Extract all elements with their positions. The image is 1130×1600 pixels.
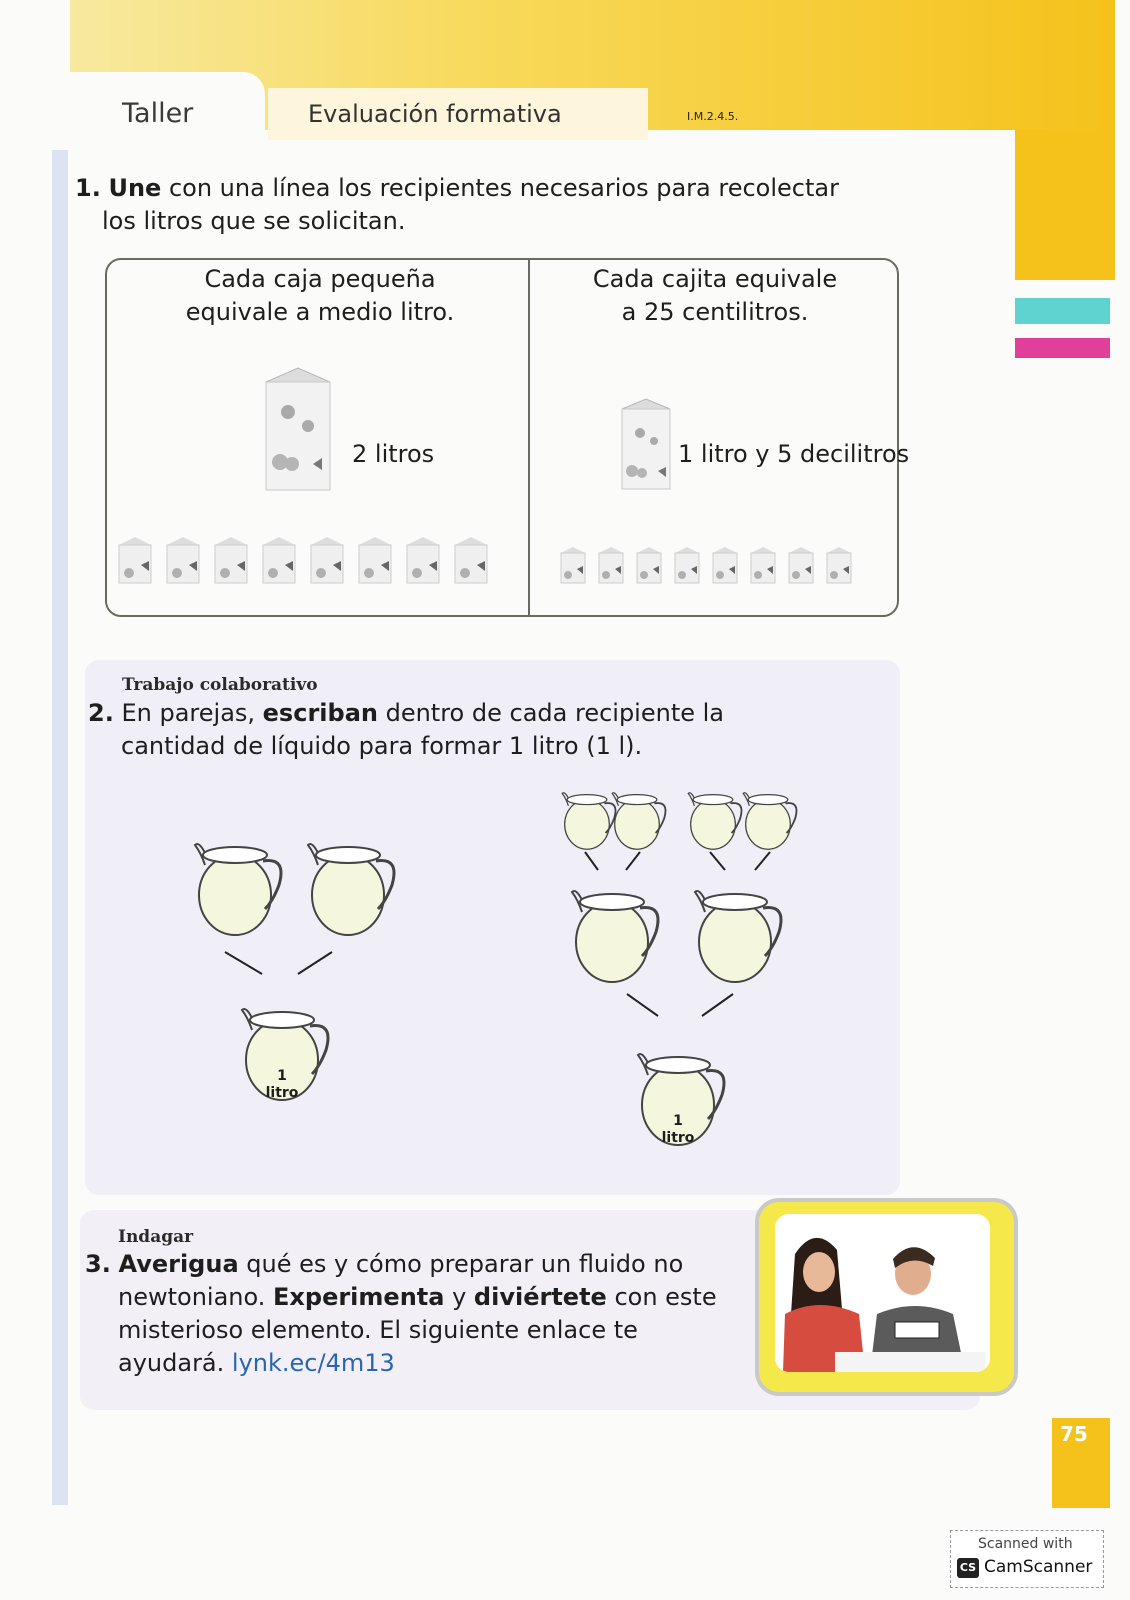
question-2-text-line1: dentro de cada recipiente la — [377, 699, 724, 727]
milk-carton-small-icon — [618, 397, 674, 492]
question-1 — [75, 172, 905, 238]
small-carton-icon — [675, 547, 699, 583]
teal-stripe — [1015, 298, 1110, 324]
question-3-verb-3: diviértete — [473, 1283, 607, 1311]
students-photo-illustration — [775, 1214, 990, 1372]
tab-taller-label: Taller — [122, 98, 194, 129]
students-photo — [775, 1214, 990, 1372]
question-3-text-6: ayudará. — [118, 1349, 232, 1377]
curriculum-indicator: I.M.2.4.5. — [687, 110, 739, 123]
small-carton-icon — [561, 547, 585, 583]
jug-icon — [195, 844, 281, 935]
yellow-side-band — [1015, 130, 1115, 280]
small-cartons-row-left — [115, 535, 505, 587]
tab-evaluacion-label: Evaluación formativa — [308, 100, 562, 128]
connector-line — [702, 994, 733, 1016]
left-caption-line1: Cada caja pequeña — [204, 265, 436, 293]
small-carton-icon — [455, 537, 487, 583]
question-3-text-2: newtoniano. — [118, 1283, 274, 1311]
collaborative-label: Trabajo colaborativo — [122, 675, 318, 695]
question-1-text-line1: con una línea los recipientes necesarios para recolectar — [161, 174, 839, 202]
jug-icon — [688, 793, 741, 849]
connector-line — [225, 952, 262, 974]
right-caption-line1: Cada cajita equivale — [592, 265, 838, 293]
connector-line — [710, 852, 725, 870]
question-2 — [88, 697, 868, 763]
indagar-label: Indagar — [118, 1227, 194, 1247]
question-2-number: 2. — [88, 699, 114, 727]
resource-link[interactable]: lynk.ec/4m13 — [231, 1349, 395, 1377]
question-3-verb-2: Experimenta — [273, 1283, 445, 1311]
question-1-text-line2: los litros que se solicitan. — [102, 207, 406, 235]
jug-label-right — [658, 1113, 698, 1147]
small-carton-icon — [751, 547, 775, 583]
connector-line — [298, 952, 332, 974]
small-carton-icon — [263, 537, 295, 583]
small-carton-icon — [637, 547, 661, 583]
right-amount: 1 litro y 5 decilitros — [678, 440, 910, 468]
left-caption — [115, 263, 525, 329]
small-carton-icon — [407, 537, 439, 583]
small-carton-icon — [713, 547, 737, 583]
small-carton-icon — [599, 547, 623, 583]
question-2-verb: escriban — [262, 699, 378, 727]
small-carton-icon — [215, 537, 247, 583]
connector-line — [626, 852, 640, 870]
small-carton-icon — [789, 547, 813, 583]
left-caption-line2: equivale a medio litro. — [185, 298, 455, 326]
jug-label-left — [262, 1068, 302, 1102]
small-carton-icon — [311, 537, 343, 583]
connector-line — [627, 994, 658, 1016]
question-3 — [85, 1248, 735, 1380]
jug-diagrams — [180, 790, 880, 1180]
jug-icon — [612, 793, 665, 849]
question-3-text-5: misterioso elemento. El siguiente enlace te — [118, 1316, 638, 1344]
jug-icon — [572, 891, 658, 982]
left-amount: 2 litros — [352, 440, 435, 468]
right-caption-line2: a 25 centilitros. — [621, 298, 809, 326]
jug-icon — [308, 844, 394, 935]
jug-icon — [743, 793, 796, 849]
connector-line — [755, 852, 770, 870]
question-1-box-divider — [528, 258, 530, 615]
question-1-number: 1. — [75, 174, 101, 202]
jug-label-number: 1 — [673, 1113, 683, 1129]
scanner-watermark-line1: Scanned with — [978, 1536, 1073, 1552]
pink-stripe — [1015, 338, 1110, 358]
left-margin-stripe — [52, 150, 68, 1505]
jug-label-unit: litro — [661, 1130, 695, 1146]
question-3-text-4: con este — [606, 1283, 717, 1311]
small-cartons-row-right — [558, 545, 868, 587]
jug-label-unit: litro — [265, 1085, 299, 1101]
question-1-verb: Une — [108, 174, 162, 202]
small-carton-icon — [167, 537, 199, 583]
question-3-number: 3. — [85, 1250, 111, 1278]
question-3-verb-1: Averigua — [118, 1250, 239, 1278]
jug-label-number: 1 — [277, 1068, 287, 1084]
connector-line — [585, 852, 598, 870]
question-3-text-1: qué es y cómo preparar un fluido no — [238, 1250, 684, 1278]
question-3-text-3: y — [444, 1283, 474, 1311]
right-caption — [535, 263, 895, 329]
jug-icon — [562, 793, 615, 849]
camscanner-logo-icon: CS — [957, 1558, 979, 1578]
jug-icon — [695, 891, 781, 982]
scanner-watermark-line2: CamScanner — [984, 1557, 1093, 1577]
question-2-text-pre: En parejas, — [121, 699, 263, 727]
question-2-text-line2: cantidad de líquido para formar 1 litro (1 l). — [121, 732, 643, 760]
milk-carton-large-icon — [258, 364, 338, 494]
page-number: 75 — [1060, 1422, 1088, 1446]
small-carton-icon — [827, 547, 851, 583]
small-carton-icon — [359, 537, 391, 583]
small-carton-icon — [119, 537, 151, 583]
